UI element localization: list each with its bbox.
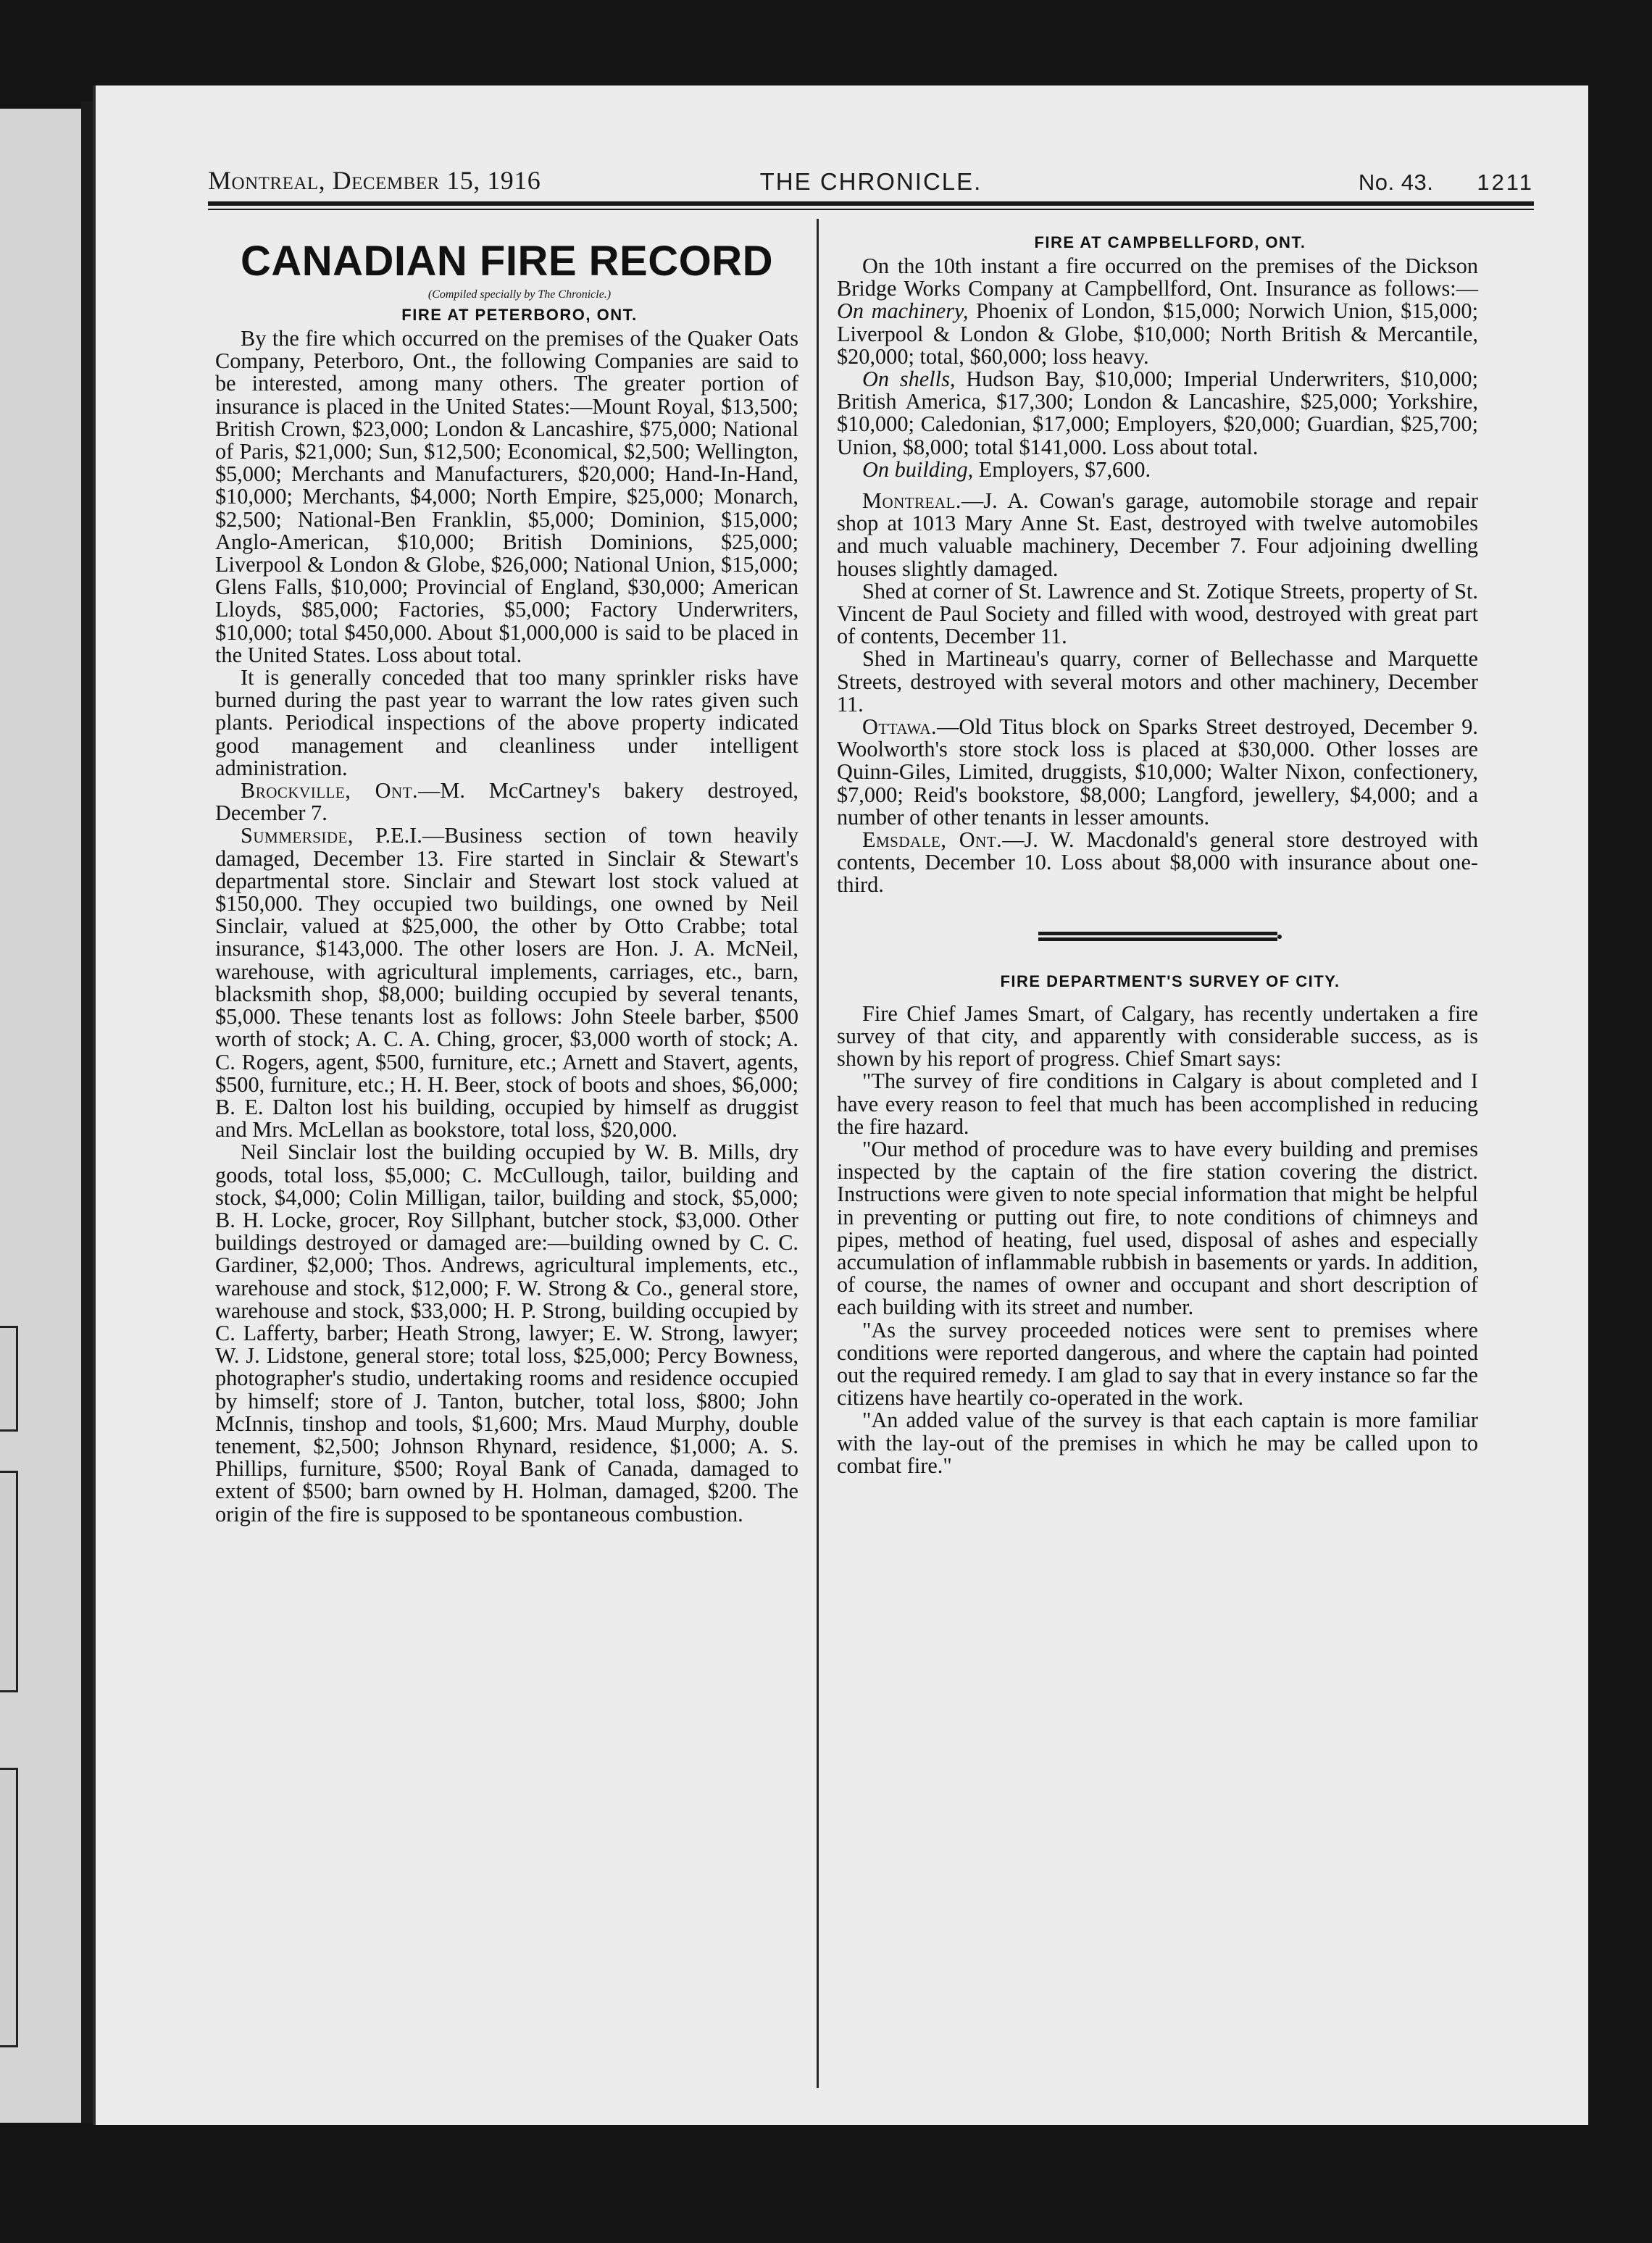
emsdale-text: —J. W. Macdonald's general store destroyed with contents, December 10. Loss about $8,000 with insurance about one-third.	[837, 827, 1478, 898]
facing-page-frame	[0, 1768, 18, 2047]
building-label: On building,	[862, 456, 974, 482]
survey-paragraph-2: "The survey of fire conditions in Calgary is about completed and I have every reason to feel that much has been accomplished in reducing the fire hazard.	[837, 1069, 1478, 1139]
shells-text: Hudson Bay, $10,000; Imperial Underwriters, $10,000; British America, $17,300; London & Lancashire, $25,000; Yorkshire, $10,000; Caledonian, $17,000; Employers, $20,000; Guardian, $25,700; Union, $8,000; total $141,000. Loss about total.	[837, 367, 1478, 459]
facing-page-frame	[0, 1471, 18, 1692]
campbellford-paragraph	[837, 255, 1478, 368]
neil-sinclair-paragraph: Neil Sinclair lost the building occupied by W. B. Mills, dry goods, total loss, $5,000; C. McCullough, tailor, building and stock, $4,000; Colin Milligan, tailor, building and stock, $5,000; B. H. Locke, grocer, Roy Sillphant, butcher stock, $3,000. Other buildings destroyed or damaged are:—building owned by C. C. Gardiner, $2,000; Thos. Andrews, agricultural implements, etc., warehouse and stock, $12,000; F. W. Strong & Co., general store, warehouse and stock, $33,000; H. P. Strong, building occupied by C. Lafferty, barber; Heath Strong, lawyer; E. W. Strong, lawyer; W. J. Lidstone, general store; total loss, $25,000; Percy Bowness, photographer's studio, undertaking rooms and residence occupied by himself; store of J. Tanton, butcher, total loss, $800; John McInnis, tinshop and tools, $1,600; Mrs. Maud Murphy, double tenement, $2,500; Johnson Rhynard, residence, $1,000; A. S. Phillips, furniture, $500; Royal Bank of Canada, damaged to extent of $500; barn owned by H. Holman, damaged, $200. The origin of the fire is supposed to be spontaneous combustion.	[215, 1140, 798, 1526]
brockville-text: —M. McCartney's bakery destroyed, December 7.	[215, 778, 798, 826]
montreal-paragraph	[837, 490, 1478, 580]
place-name: Ottawa.	[862, 714, 938, 740]
facing-page-edge	[0, 109, 83, 2123]
ornament-rule	[1038, 932, 1277, 942]
ottawa-text: —Old Titus block on Sparks Street destroyed, December 9. Woolworth's store stock loss is placed at $30,000. Other losses are Quinn-Giles, Limited, druggists, $10,000; Walter Nixon, confectionery, $7,000; Reid's bookstore, $8,000; Langford, jewellery, $4,000; and a number of other tenants in lesser amounts.	[837, 714, 1478, 830]
header-rule	[208, 201, 1534, 206]
summerside-paragraph	[215, 824, 798, 1141]
machinery-text: Phoenix of London, $15,000; Norwich Union, $15,000; Liverpool & London & Globe, $10,000; North British & Mercantile, $20,000; total, $60,000; loss heavy.	[837, 298, 1478, 369]
survey-paragraph-1: Fire Chief James Smart, of Calgary, has recently undertaken a fire survey of that city, and apparently with considerable success, as is shown by his report of progress. Chief Smart says:	[837, 1001, 1478, 1072]
dateline: Montreal, December 15, 1916	[208, 166, 541, 195]
machinery-label: On machinery,	[837, 298, 969, 324]
place-name: Montreal.	[862, 488, 961, 514]
montreal-text: —J. A. Cowan's garage, automobile storage and repair shop at 1013 Mary Anne St. East, destroyed with twelve automobiles and much valuable machinery, December 7. Four adjoining dwelling houses slightly damaged.	[837, 488, 1478, 581]
column-divider	[817, 219, 819, 2088]
building-text: Employers, $7,600.	[973, 456, 1151, 482]
shed-paragraph-1: Shed at corner of St. Lawrence and St. Zotique Streets, property of St. Vincent de Paul Society and filled with wood, destroyed with great part of contents, December 11.	[837, 578, 1478, 649]
section-heading-campbellford: FIRE AT CAMPBELLFORD, ONT.	[1034, 233, 1306, 251]
peterboro-paragraph: By the fire which occurred on the premises of the Quaker Oats Company, Peterboro, Ont., the following Companies are said to be interested, among many others. The greater portion of insurance is placed in the United States:—Mount Royal, $13,500; British Crown, $23,000; London & Lancashire, $75,000; National of Paris, $21,000; Sun, $12,500; Economical, $2,500; Wellington, $5,000; Merchants and Manufacturers, $20,000; Hand-In-Hand, $10,000; Merchants, $4,000; North Empire, $25,000; Monarch, $2,500; National-Ben Franklin, $5,000; Dominion, $15,000; Anglo-American, $10,000; British Dominions, $25,000; Liverpool & London & Globe, $26,000; National Union, $15,000; Glens Falls, $10,000; Provincial of England, $30,000; American Lloyds, $85,000; Factories, $5,000; Factory Underwriters, $10,000; total $450,000. About $1,000,000 is said to be placed in the United States. Loss about total.	[215, 326, 798, 667]
page-number: 1211	[1477, 170, 1534, 195]
sprinkler-paragraph: It is generally conceded that too many sprinkler risks have burned during the past year to warrant the low rates given such plants. Periodical inspections of the above property indicated good management and cleanliness under intelligent administration.	[215, 665, 798, 780]
ottawa-paragraph	[837, 716, 1478, 829]
survey-paragraph-5: "An added value of the survey is that each captain is more familiar with the lay-out of the premises in which he may be called upon to combat fire."	[837, 1408, 1478, 1478]
shed-paragraph-2: Shed in Martineau's quarry, corner of Bellechasse and Marquette Streets, destroyed with several motors and other machinery, December 11.	[837, 646, 1478, 717]
shells-paragraph	[837, 368, 1478, 459]
emsdale-paragraph	[837, 829, 1478, 897]
campbellford-intro: On the 10th instant a fire occurred on the premises of the Dickson Bridge Works Company at Campbellford, Ont. Insurance as follows:—	[837, 254, 1478, 301]
issue-number: No. 43.	[1358, 170, 1434, 195]
place-name: Summerside,	[241, 823, 354, 848]
summerside-text: P.E.I.—Business section of town heavily damaged, December 13. Fire started in Sinclair & Stewart's departmental store. Sinclair and Stewart lost stock valued at $150,000. They occupied two buildings, one owned by Neil Sinclair, valued at $25,000, the other by Otto Crabbe; total insurance, $143,000. The other losers are Hon. J. A. McNeil, warehouse, with agricultural implements, carriages, etc., barn, blacksmith shop, $8,000; building occupied by several tenants, $5,000. These tenants lost as follows: John Steele barber, $500 worth of stock; A. C. A. Ching, grocer, $3,000 worth of stock; A. C. Rogers, agent, $500, furniture, etc.; Arnett and Stavert, agents, $500, furniture, etc.; H. H. Beer, stock of boots and shoes, $6,000; B. E. Dalton lost his building, occupied by himself as druggist and Mrs. McLellan as bookstore, total loss, $20,000.	[215, 823, 798, 1143]
building-paragraph	[837, 456, 1478, 482]
compiled-note: (Compiled specially by The Chronicle.)	[427, 288, 612, 301]
place-name: Emsdale, Ont.	[862, 827, 1003, 853]
masthead: THE CHRONICLE.	[759, 168, 983, 195]
header-rule-thin	[208, 209, 1534, 210]
section-heading-survey: FIRE DEPARTMENT'S SURVEY OF CITY.	[1000, 972, 1340, 990]
shells-label: On shells,	[862, 367, 956, 392]
newspaper-page	[93, 85, 1588, 2125]
article-title: CANADIAN FIRE RECORD	[241, 238, 773, 285]
page-header	[208, 152, 1534, 196]
facing-page-frame	[0, 1326, 18, 1432]
brockville-paragraph	[215, 780, 798, 824]
right-column	[837, 230, 1478, 1477]
section-ornament	[837, 932, 1478, 942]
survey-paragraph-4: "As the survey proceeded notices were sent to premises where conditions were reported dangerous, and where the captain had pointed out the required remedy. I am glad to say that in every instance so far the citizens have heartily co-operated in the work.	[837, 1317, 1478, 1411]
survey-paragraph-3: "Our method of procedure was to have every building and premises inspected by the captain of the fire station covering the district. Instructions were given to note special information that might be helpful in preventing or putting out fire, to note conditions of chimneys and pipes, method of heating, fuel used, disposal of ashes and especially accumulation of inflammable rubbish in basements or yards. In addition, of course, the names of owner and occupant and short description of each building with its street and number.	[837, 1136, 1478, 1320]
section-heading-peterboro: FIRE AT PETERBORO, ONT.	[401, 306, 638, 324]
left-column	[215, 230, 798, 1526]
header-right	[1359, 170, 1534, 196]
place-name: Brockville, Ont.	[241, 778, 419, 803]
